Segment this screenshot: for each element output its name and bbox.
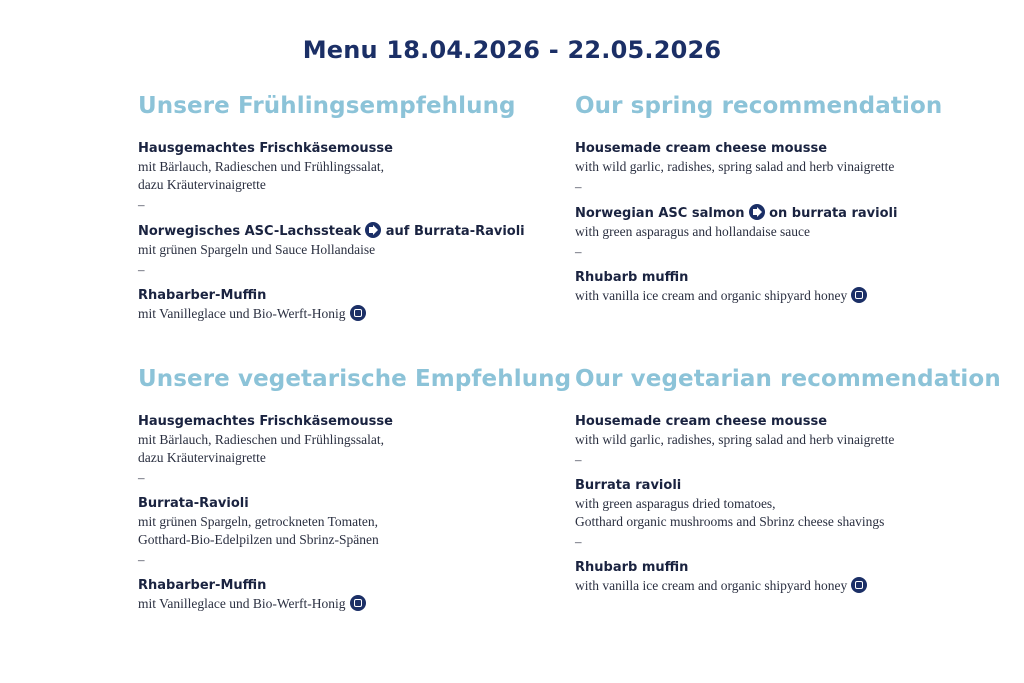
- separator: –: [138, 552, 145, 567]
- bio-honey-icon: [350, 305, 366, 321]
- item-name-part: Norwegian ASC salmon: [575, 206, 745, 221]
- item-name-part: Norwegisches ASC-Lachssteak: [138, 224, 362, 239]
- item-description: mit grünen Spargeln und Sauce Hollandaise: [138, 242, 376, 257]
- item-description-text: mit Vanilleglace und Bio-Werft-Honig: [138, 596, 346, 611]
- bio-honey-icon: [350, 595, 366, 611]
- item-name: Rhabarber-Muffin: [138, 578, 267, 593]
- item-description: [138, 305, 578, 323]
- item-name: Burrata-Ravioli: [138, 496, 249, 511]
- en-spring-heading: Our spring recommendation: [575, 93, 943, 119]
- separator: –: [575, 244, 582, 259]
- item-name: Rhabarber-Muffin: [138, 288, 267, 303]
- de-spring-section: [138, 92, 578, 323]
- de-veg-heading: Unsere vegetarische Empfehlung: [138, 366, 572, 392]
- separator: –: [575, 452, 582, 467]
- asc-sustainable-fish-icon: [749, 204, 765, 220]
- menu-title: Menu 18.04.2026 - 22.05.2026: [302, 36, 722, 64]
- item-description-text: with vanilla ice cream and organic shipyard honey: [575, 288, 848, 303]
- separator: –: [138, 470, 145, 485]
- item-name: [575, 204, 1015, 223]
- de-veg-section: [138, 365, 578, 613]
- bio-honey-icon: [851, 287, 867, 303]
- de-spring-heading: Unsere Frühlingsempfehlung: [138, 93, 516, 119]
- menu-item: [575, 140, 1015, 176]
- item-name: Housemade cream cheese mousse: [575, 141, 828, 156]
- menu-item: [138, 287, 578, 323]
- separator: –: [138, 262, 145, 277]
- item-name: Rhubarb muffin: [575, 270, 689, 285]
- item-name: Burrata ravioli: [575, 478, 682, 493]
- item-description: [575, 577, 1015, 595]
- item-name: Hausgemachtes Frischkäsemousse: [138, 141, 393, 156]
- separator: –: [575, 179, 582, 194]
- item-description: with wild garlic, radishes, spring salad and herb vinaigrette: [575, 432, 895, 447]
- item-name-part: auf Burrata-Ravioli: [385, 224, 525, 239]
- menu-item: [575, 559, 1015, 595]
- menu-item: [575, 477, 1015, 531]
- item-description: with green asparagus and hollandaise sauce: [575, 224, 811, 239]
- menu-item: [138, 495, 578, 549]
- asc-sustainable-fish-icon: [365, 222, 381, 238]
- item-description: with green asparagus dried tomatoes, Gotthard organic mushrooms and Sbrinz cheese shavings: [575, 496, 885, 529]
- en-veg-heading: Our vegetarian recommendation: [575, 366, 1001, 392]
- menu-item: [138, 413, 578, 467]
- menu-item: [575, 204, 1015, 241]
- menu-item: [138, 140, 578, 194]
- item-name-part: on burrata ravioli: [769, 206, 898, 221]
- separator: –: [575, 534, 582, 549]
- item-description: with wild garlic, radishes, spring salad and herb vinaigrette: [575, 159, 895, 174]
- en-veg-section: [575, 365, 1015, 595]
- item-description: mit grünen Spargeln, getrockneten Tomaten, Gotthard-Bio-Edelpilzen und Sbrinz-Spänen: [138, 514, 379, 547]
- item-description: mit Bärlauch, Radieschen und Frühlingssalat, dazu Kräutervinaigrette: [138, 159, 384, 192]
- menu-item: [575, 413, 1015, 449]
- item-description-text: with vanilla ice cream and organic shipyard honey: [575, 578, 848, 593]
- item-name: Housemade cream cheese mousse: [575, 414, 828, 429]
- item-name: Hausgemachtes Frischkäsemousse: [138, 414, 393, 429]
- item-name: Rhubarb muffin: [575, 560, 689, 575]
- menu-item: [575, 269, 1015, 305]
- item-name: [138, 222, 578, 241]
- en-spring-section: [575, 92, 1015, 305]
- bio-honey-icon: [851, 577, 867, 593]
- item-description-text: mit Vanilleglace und Bio-Werft-Honig: [138, 306, 346, 321]
- menu-item: [138, 222, 578, 259]
- item-description: [138, 595, 578, 613]
- menu-item: [138, 577, 578, 613]
- separator: –: [138, 197, 145, 212]
- item-description: mit Bärlauch, Radieschen und Frühlingssalat, dazu Kräutervinaigrette: [138, 432, 384, 465]
- item-description: [575, 287, 1015, 305]
